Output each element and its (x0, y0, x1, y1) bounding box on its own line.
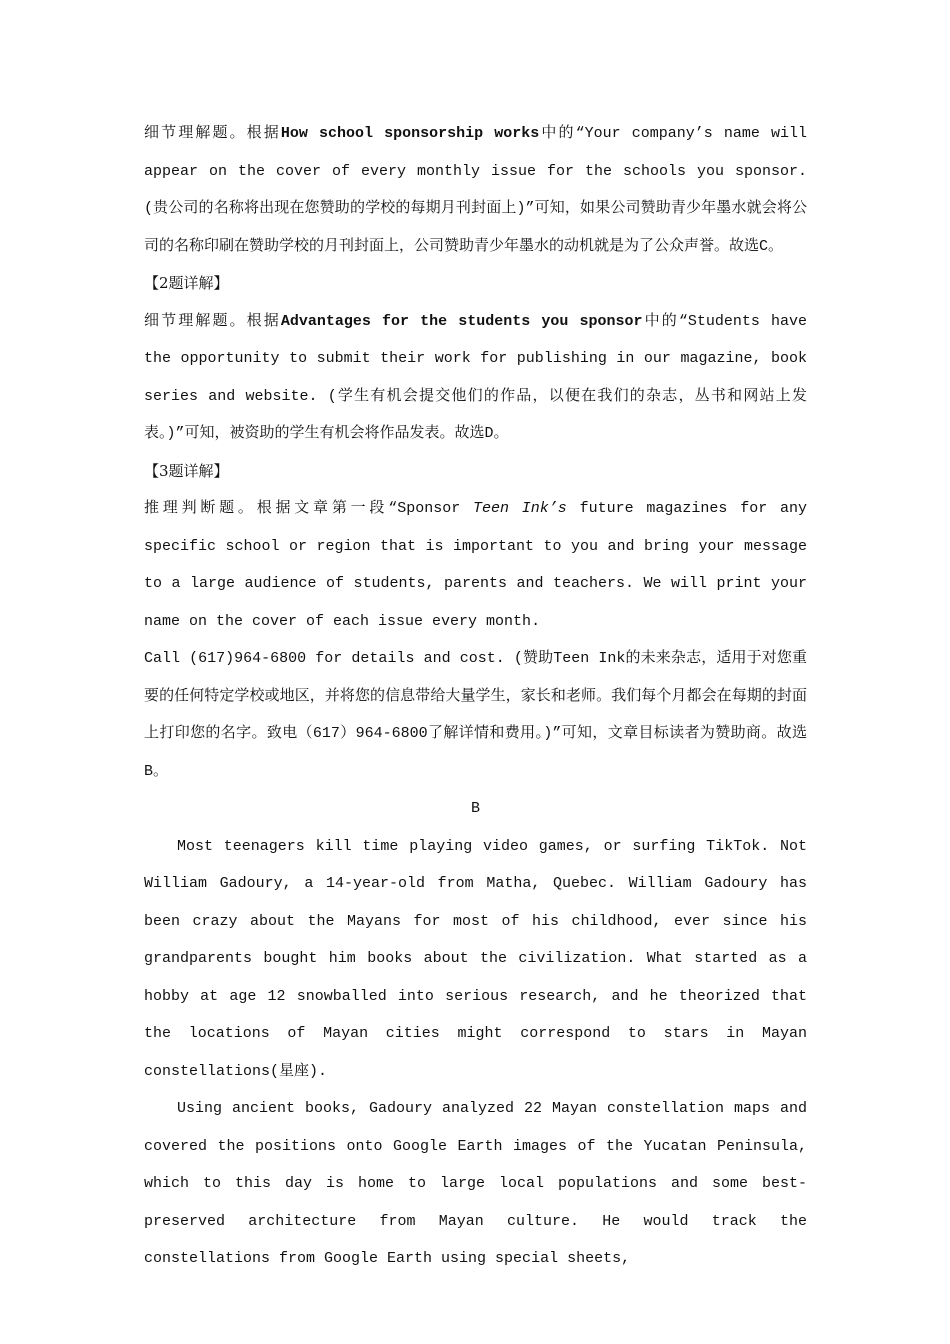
section-title: B (470, 800, 480, 817)
q2-heading: 【2题详解】 (144, 274, 229, 292)
q2-quote: 中的“Students have the opportunity to submit their work for publishing in our magazine, book series and website. (144, 312, 807, 405)
passage-paragraph-1: Most teenagers kill time playing video games, or surfing TikTok. Not William Gadoury, a 14-year-old from Matha, Quebec. William Gadoury has been crazy about the Mayans for most of his childhood, ever since his grandparents bought him books about the civilization. What started as a hobby at age 12 snowballed into serious research, and he theorized that the locations of Mayan cities might correspond to stars in Mayan constellations(星座). (144, 837, 807, 1080)
q3-intro: 推理判断题。根据文章第一段“Sponsor (144, 500, 461, 517)
q1-intro: 细节理解题。根据 (144, 125, 281, 142)
q3-explanation-cont: Call (617)964-6800 for details and cost. (赞助Teen Ink的未来杂志，适用于对您重要的任何特定学校或地区，并将您的信息带给大量学生，家长和老师。我们每个月都会在每期的封面上打印您的名字。致电（617）964-6800了解详情和费用。)”可知，文章目标读者为赞助商。故选B。 (144, 650, 807, 780)
q2-section-ref: Advantages for the students you sponsor (280, 312, 643, 330)
passage-paragraph-2: Using ancient books, Gadoury analyzed 22 Mayan constellation maps and covered the positions onto Google Earth images of the Yucatan Peninsula, which to this day is home to large local populations and some best-preserved architecture from Mayan culture. He would track the constellations from Google Earth using special sheets, (144, 1100, 807, 1267)
q1-section-ref: How school sponsorship works (280, 125, 540, 142)
q2-explanation (144, 303, 807, 453)
document-page (144, 115, 807, 1278)
q1-quote: 中的“Your company’s name will appear on the cover of every monthly issue for the schools you sponsor. (144, 125, 807, 180)
q1-translation: (贵公司的名称将出现在您赞助的学校的每期月刊封面上)”可知，如果公司赞助青少年墨水就会将公司的名称印刷在赞助学校的月刊封面上，公司赞助青少年墨水的动机就是为了公众声誉。故选C。 (144, 200, 807, 255)
q1-explanation (144, 115, 807, 265)
q3-explanation (144, 490, 807, 640)
q2-translation: (学生有机会提交他们的作品，以便在我们的杂志，丛书和网站上发表。)”可知，被资助的学生有机会将作品发表。故选D。 (144, 387, 807, 442)
q3-quote: future magazines for any specific school or region that is important to you and bring your message to a large audience of students, parents and teachers. We will print your name on the cover of each issue every month. (144, 500, 807, 630)
q2-intro: 细节理解题。根据 (144, 312, 281, 330)
q3-publication: Teen Ink’s (473, 500, 567, 517)
q3-heading: 【3题详解】 (144, 461, 229, 480)
